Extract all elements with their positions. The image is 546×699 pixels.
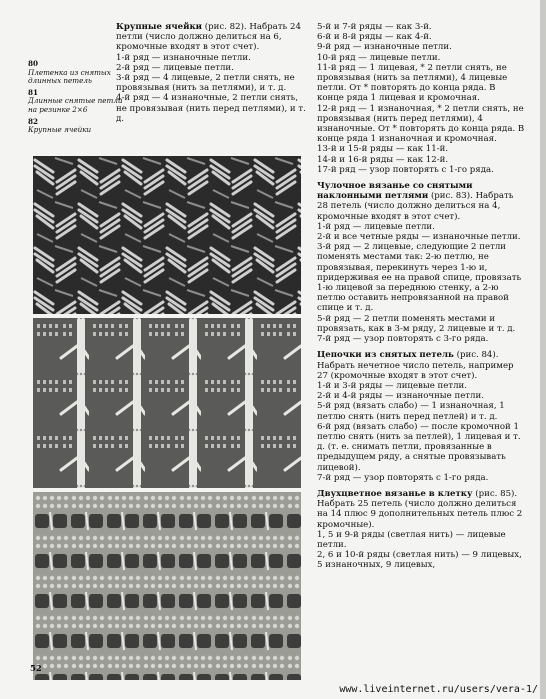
para-r4-1: 1, 5 и 9-й ряды (светлая нить) — лицевые петли. [317,529,506,550]
middle-column-text [116,22,310,124]
caption-number-82: 82 [28,116,39,126]
para-r2-5: 7-й ряд — узор повторять с 3-го ряда. [317,334,489,345]
para-r1-6: 13-й и 15-й ряды — как 11-й. [317,144,449,155]
para-r4-2: 2, 6 и 10-й ряды (светлая нить) — 9 лицевых, 5 изнаночных, 9 лицевых, [317,550,522,571]
para-mid-3: 3-й ряд — 4 лицевые, 2 петли снять, не провязывая (нить за петлями), и т. д. [116,73,295,94]
para-r1-1: 6-й и 8-й ряды — как 4-й. [317,32,432,43]
right-column-text [317,22,525,571]
source-url-watermark: www.liveinternet.ru/users/vera-1/ [339,684,538,695]
para-mid-2: 2-й ряд — лицевые петли. [116,62,234,73]
caption-number-81: 81 [28,87,39,97]
para-r2-2: 2-й и все четные ряды — изнаночные петли. [317,232,521,243]
heading-slipped-chains: Цепочки из снятых петель [317,350,454,361]
para-r3-4: 6-й ряд (вязать слабо) — после кромочной 1 петлю снять (нить за петлей), 1 лицевая и т. д. (т. е. снимать петли, провязанные в предыдущем ряду, а снятые провязывать лицевой). [317,421,521,473]
para-r1-7: 14-й и 16-й ряды — как 12-й. [317,154,449,165]
para-r3-3: 5-й ряд (вязать слабо) — 1 изнаночная, 1 петлю снять (нить перед петлей) и т. д. [317,401,505,422]
para-r2-0: (рис. 83). Набрать 28 петель (число должно делиться на 4, кромочные входят в этот счет). [317,191,514,222]
photo-slipped-rib-swatch [33,318,301,488]
para-r3-5: 7-й ряд — узор повторять с 1-го ряда. [317,472,489,483]
photo-braid-knit-swatch [33,156,301,314]
para-mid-4: 4-й ряд — 4 изнаночные, 2 петли снять, не провязывая (нить перед петлями), и т. д. [116,93,306,124]
para-r1-4: 11-й ряд — 1 лицевая, * 2 петли снять, не провязывая (нить за петлями), 4 лицевые петли. От * повторять до конца ряда. В конце ряда 1 лицевая и кромочная. [317,62,508,104]
para-r1-2: 9-й ряд — изнаночные петли. [317,42,452,53]
heading-two-color-check: Двухцветное вязанье в клетку [317,488,473,499]
para-mid-0: (рис. 82). Набрать 24 петли (число должно делиться на 6, кромочные входят в этот счет). [116,22,301,53]
para-r2-1: 1-й ряд — лицевые петли. [317,221,435,232]
para-r3-0: (рис. 84). Набрать нечетное число петель, например 27 (кромочные входят в этот счет). [317,350,514,381]
heading-stockinette-slipped: Чулочное вязанье со снятыми наклонными петлями [317,181,473,202]
caption-number-80: 80 [28,59,39,68]
page-edge-shadow [540,0,546,699]
para-r1-0: 5-й и 7-й ряды — как 3-й. [317,22,432,32]
para-mid-1: 1-й ряд — изнаночные петли. [116,52,251,63]
para-r3-2: 2-й и 4-й ряды — изнаночные петли. [317,391,484,402]
para-r1-5: 12-й ряд — 1 изнаночная, * 2 петли снять, не провязывая (нить перед петлями), 4 изнаночные. От * повторять до конца ряда. В конце ряда 1 изнаночная и кромочная. [317,103,525,145]
heading-large-cells: Крупные ячейки [116,22,203,32]
figure-captions [28,60,123,138]
caption-text-82: Крупные ячейки [28,125,92,135]
para-r3-1: 1-й и 3-й ряды — лицевые петли. [317,380,468,391]
caption-text-80: Плетенка из снятых длинных петель [28,67,111,86]
para-r2-4: 5-й ряд — 2 петли поменять местами и провязать, как в 3-м ряду, 2 лицевые и т. д. [317,313,516,334]
page-number: 52 [30,664,42,674]
photo-large-cells-swatch [33,492,301,680]
para-r4-0: (рис. 85). Набрать 25 петель (число должно делиться на 14 плюс 9 дополнительных петель плюс 2 кромочные). [317,488,523,530]
para-r1-8: 17-й ряд — узор повторять с 1-го ряда. [317,164,494,175]
para-r2-3: 3-й ряд — 2 лицевые, следующие 2 петли поменять местами так: 2-ю петлю, не провязывая, перекинуть через 1-ю и, придерживая ее на правой спице, провязать 1-ю лицевой за переднюю стенку, а 2-ю петлю оставить непровязанной на правой спице и т. д. [317,242,522,314]
para-r1-3: 10-й ряд — лицевые петли. [317,52,441,63]
caption-text-81: Длинные снятые петли на резинке 2×6 [28,96,123,114]
